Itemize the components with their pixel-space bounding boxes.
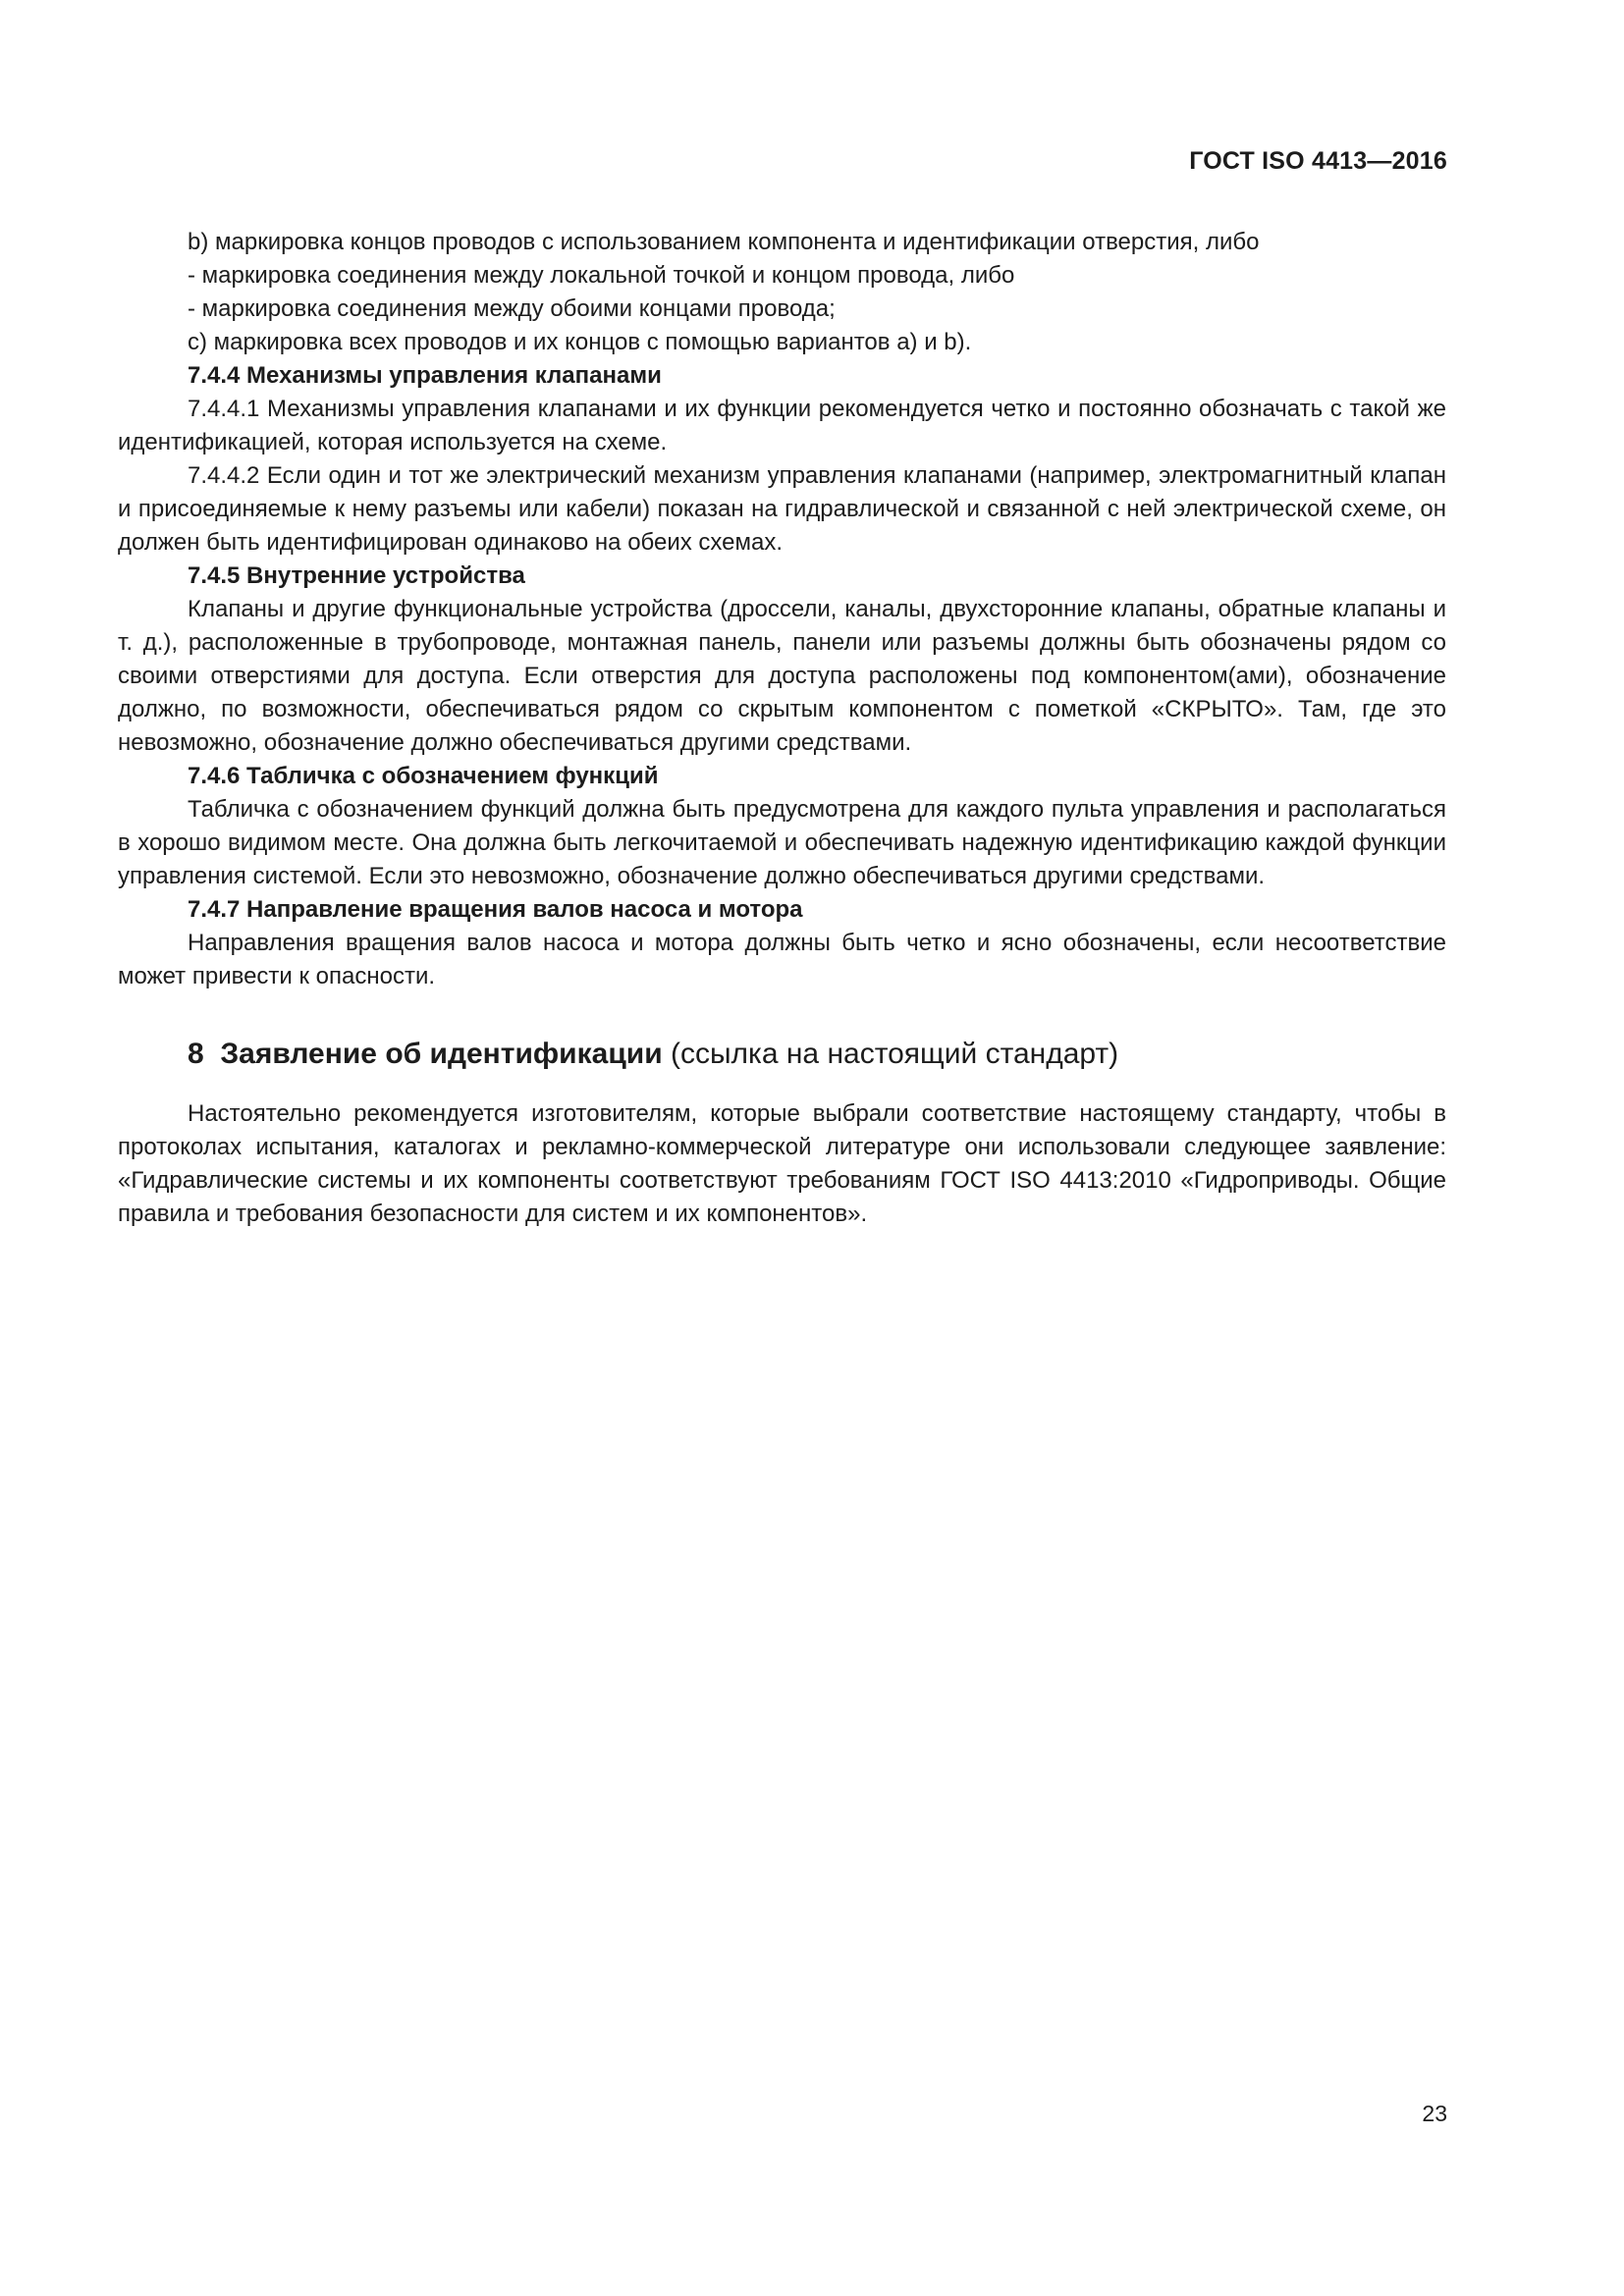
subsection-heading-7-4-5: 7.4.5 Внутренние устройства bbox=[188, 562, 525, 589]
subsection-heading-7-4-4: 7.4.4 Механизмы управления клапанами bbox=[188, 362, 662, 389]
list-item: - маркировка соединения между обоими концами провода; bbox=[188, 295, 836, 322]
subsection-heading-7-4-7: 7.4.7 Направление вращения валов насоса и мотора bbox=[188, 896, 803, 923]
paragraph-7-4-5: Клапаны и другие функциональные устройства (дроссели, каналы, двухсторонние клапаны, обратные клапаны и т. д.), расположенные в трубопроводе, монтажная панель, панели или разъемы должны быть обозначены рядом со своими отверстиями для доступа. Если отверстия для доступа расположены под компонентом(ами), обозначение должно, по возможности, обеспечиваться рядом со скрытым компонентом с пометкой «СКРЫТО». Там, где это невозможно, обозначение должно обеспечиваться другими средствами. bbox=[118, 596, 1446, 756]
section-number: 8 bbox=[188, 1038, 204, 1070]
page-content bbox=[118, 226, 1446, 1231]
list-item: - маркировка соединения между локальной точкой и концом провода, либо bbox=[188, 262, 1015, 289]
section-heading-8 bbox=[118, 1035, 1446, 1074]
paragraph-7-4-4-1: 7.4.4.1 Механизмы управления клапанами и их функции рекомендуется четко и постоянно обозначать с такой же идентификацией, которая используется на схеме. bbox=[118, 396, 1446, 455]
paragraph-7-4-7: Направления вращения валов насоса и мотора должны быть четко и ясно обозначены, если несоответствие может привести к опасности. bbox=[118, 930, 1446, 989]
section-title: Заявление об идентификации bbox=[220, 1038, 663, 1070]
page-number: 23 bbox=[1422, 2101, 1447, 2126]
list-item: b) маркировка концов проводов с использованием компонента и идентификации отверстия, либо bbox=[188, 229, 1260, 255]
section-title-note: (ссылка на настоящий стандарт) bbox=[671, 1038, 1119, 1070]
paragraph-7-4-6: Табличка с обозначением функций должна быть предусмотрена для каждого пульта управления и располагаться в хорошо видимом месте. Она должна быть легкочитаемой и обеспечивать надежную идентификацию каждой функции управления системой. Если это невозможно, обозначение должно обеспечиваться другими средствами. bbox=[118, 796, 1446, 889]
subsection-heading-7-4-6: 7.4.6 Табличка с обозначением функций bbox=[188, 763, 659, 789]
paragraph-7-4-4-2: 7.4.4.2 Если один и тот же электрический механизм управления клапанами (например, электромагнитный клапан и присоединяемые к нему разъемы или кабели) показан на гидравлической и связанной с ней электрической схеме, он должен быть идентифицирован одинаково на обеих схемах. bbox=[118, 462, 1446, 556]
paragraph-8: Настоятельно рекомендуется изготовителям, которые выбрали соответствие настоящему стандарту, чтобы в протоколах испытания, каталогах и рекламно-коммерческой литературе они использовали следующее заявление: «Гидравлические системы и их компоненты соответствуют требованиям ГОСТ ISO 4413:2010 «Гидроприводы. Общие правила и требования безопасности для систем и их компонентов». bbox=[118, 1100, 1446, 1227]
document-code: ГОСТ ISO 4413—2016 bbox=[1189, 147, 1447, 175]
list-item: c) маркировка всех проводов и их концов с помощью вариантов а) и b). bbox=[188, 329, 972, 355]
